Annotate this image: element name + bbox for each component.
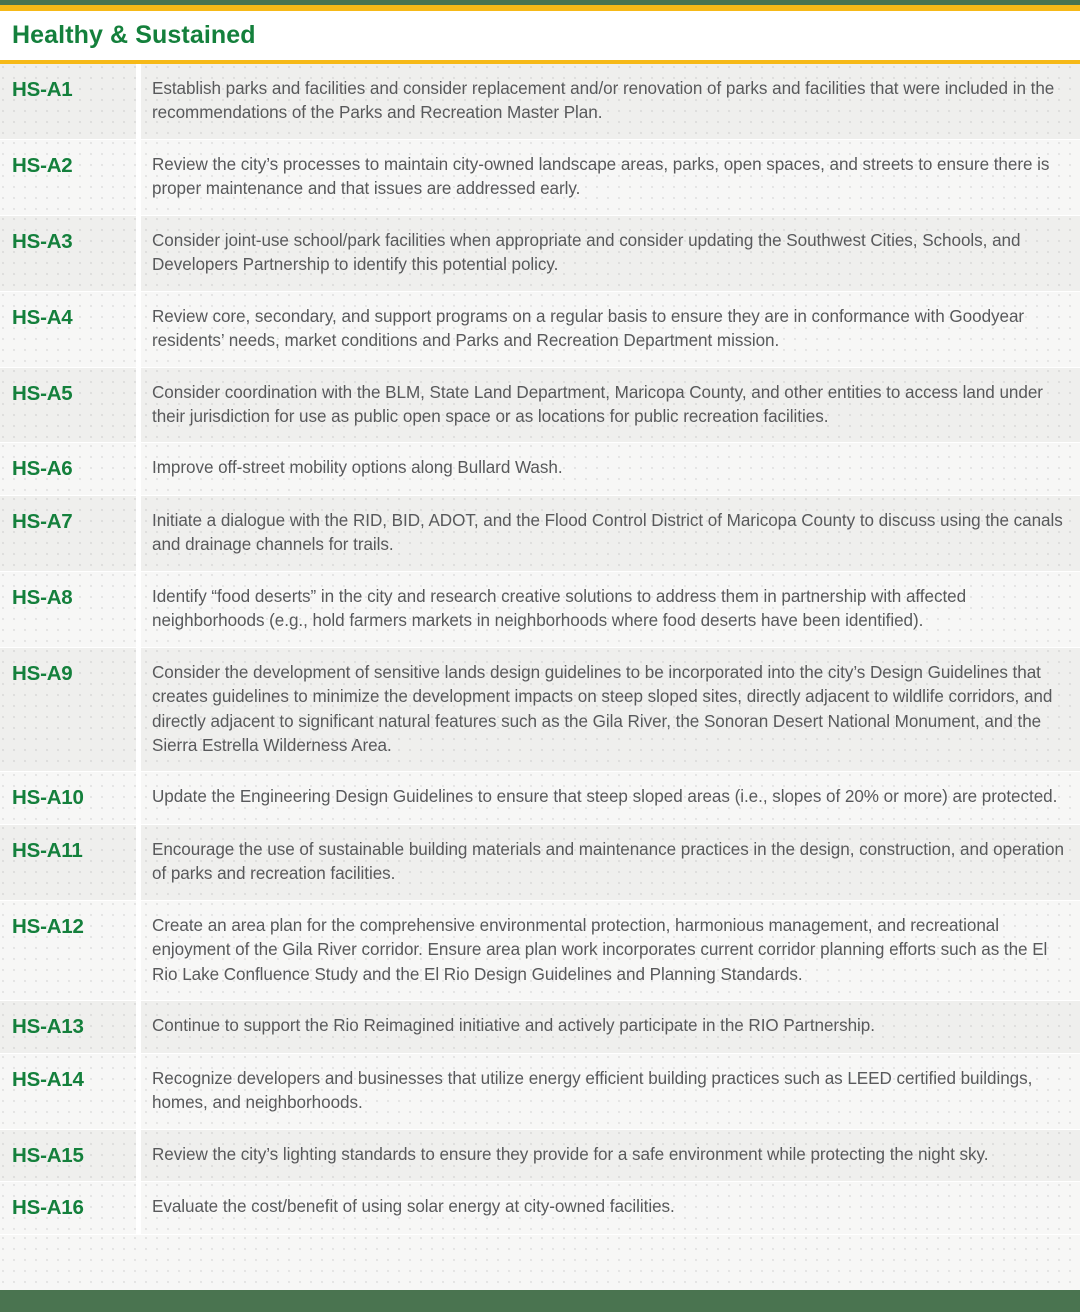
policy-description-text: Review core, secondary, and support programs on a regular basis to ensure they are in conformance with Goodyear residents’ needs, market conditions and Parks and Recreation Department mission. — [152, 306, 1025, 351]
policy-code-label: HS-A2 — [12, 153, 73, 177]
policy-code-cell — [0, 901, 136, 1000]
policy-code-cell — [0, 368, 136, 443]
policy-code-label: HS-A8 — [12, 585, 73, 609]
policy-code-label: HS-A4 — [12, 305, 73, 329]
table-row — [0, 572, 1080, 648]
policy-code-cell — [0, 1054, 136, 1129]
policy-code-cell — [0, 1182, 136, 1234]
policy-description-text: Consider the development of sensitive lands design guidelines to be incorporated into the city’s Design Guidelines that creates guidelines to minimize the development impacts on steep sloped sites, directly adjacent to wildlife corridors, and directly adjacent to significant natural features such as the Gila River, the Sonoran Desert National Monument, and the Sierra Estrella Wilderness Area. — [152, 662, 1053, 755]
policy-description-text: Update the Engineering Design Guidelines to ensure that steep sloped areas (i.e., slopes of 20% or more) are protected. — [152, 787, 1058, 807]
page-title: Healthy & Sustained — [12, 21, 256, 49]
table-row — [0, 368, 1080, 444]
policy-description-cell — [141, 1182, 1080, 1234]
policy-code-label: HS-A16 — [12, 1196, 84, 1220]
policy-table — [0, 64, 1080, 1290]
policy-code-label: HS-A9 — [12, 661, 73, 685]
policy-description-text: Evaluate the cost/benefit of using solar energy at city-owned facilities. — [152, 1197, 675, 1217]
policy-description-cell — [141, 443, 1080, 495]
table-row — [0, 1054, 1080, 1130]
policy-description-text: Improve off-street mobility options along Bullard Wash. — [152, 458, 563, 478]
policy-code-cell — [0, 572, 136, 647]
policy-code-label: HS-A15 — [12, 1143, 84, 1167]
policy-code-label: HS-A3 — [12, 229, 73, 253]
policy-code-label: HS-A13 — [12, 1015, 84, 1039]
policy-description-text: Review the city’s processes to maintain city-owned landscape areas, parks, open spaces, and streets to ensure there is proper maintenance and that issues are addressed early. — [152, 154, 1050, 199]
policy-description-text: Initiate a dialogue with the RID, BID, ADOT, and the Flood Control District of Maricopa County to discuss using the canals and drainage channels for trails. — [152, 510, 1063, 555]
policy-description-cell — [141, 140, 1080, 215]
policy-code-cell — [0, 825, 136, 900]
policy-code-cell — [0, 64, 136, 139]
policy-description-text: Review the city’s lighting standards to ensure they provide for a safe environment while protecting the night sky. — [152, 1144, 989, 1164]
policy-code-cell — [0, 1001, 136, 1053]
policy-code-cell — [0, 140, 136, 215]
policy-code-cell — [0, 292, 136, 367]
policy-description-text: Create an area plan for the comprehensive environmental protection, harmonious management, and recreational enjoyment of the Gila River corridor. Ensure area plan work incorporates current corridor planning efforts such as the El Rio Lake Confluence Study and the El Rio Design Guidelines and Planning Standards. — [152, 915, 1048, 984]
policy-description-text: Encourage the use of sustainable building materials and maintenance practices in the design, construction, and operation of parks and recreation facilities. — [152, 840, 1064, 884]
policy-description-cell — [141, 496, 1080, 571]
policy-description-text: Consider joint-use school/park facilities when appropriate and consider updating the Southwest Cities, Schools, and Developers Partnership to identify this potential policy. — [152, 230, 1021, 275]
policy-description-cell — [141, 216, 1080, 291]
policy-code-label: HS-A12 — [12, 914, 84, 938]
policy-code-cell — [0, 1130, 136, 1182]
policy-description-cell — [141, 572, 1080, 647]
policy-description-text: Continue to support the Rio Reimagined initiative and actively participate in the RIO Partnership. — [152, 1016, 875, 1036]
table-row — [0, 901, 1080, 1001]
policy-description-cell — [141, 64, 1080, 139]
table-row — [0, 292, 1080, 368]
table-row — [0, 1182, 1080, 1235]
policy-description-cell — [141, 368, 1080, 443]
policy-description-text: Identify “food deserts” in the city and research creative solutions to address them in partnership with affected neighborhoods (e.g., hold farmers markets in neighborhoods where food deserts have been identified). — [152, 586, 967, 631]
policy-description-cell — [141, 292, 1080, 367]
policy-code-label: HS-A10 — [12, 786, 84, 810]
policy-description-text: Establish parks and facilities and consider replacement and/or renovation of parks and facilities that were included in the recommendations of the Parks and Recreation Master Plan. — [152, 79, 1055, 123]
policy-description-cell — [141, 1054, 1080, 1129]
table-row — [0, 64, 1080, 140]
table-row — [0, 496, 1080, 572]
policy-description-cell — [141, 825, 1080, 900]
policy-code-label: HS-A14 — [12, 1067, 84, 1091]
policy-code-label: HS-A11 — [12, 839, 83, 862]
policy-code-cell — [0, 443, 136, 495]
table-row — [0, 216, 1080, 292]
footer-bar — [0, 1290, 1080, 1312]
policy-code-label: HS-A7 — [12, 509, 73, 533]
table-bottom-spacer — [0, 1235, 1080, 1290]
policy-code-cell — [0, 496, 136, 571]
section-title-band — [0, 11, 1080, 60]
policy-code-label: HS-A5 — [12, 381, 73, 405]
table-row — [0, 1130, 1080, 1183]
table-row — [0, 443, 1080, 496]
table-row — [0, 825, 1080, 901]
policy-description-cell — [141, 1130, 1080, 1182]
policy-description-text: Consider coordination with the BLM, State Land Department, Maricopa County, and other entities to access land under their jurisdiction for use as public open space or as locations for public recreation facilities. — [152, 382, 1043, 426]
policy-code-label: HS-A1 — [12, 78, 73, 101]
policy-code-cell — [0, 216, 136, 291]
table-row — [0, 140, 1080, 216]
table-row — [0, 772, 1080, 825]
table-row — [0, 1001, 1080, 1054]
policy-description-cell — [141, 772, 1080, 824]
policy-code-label: HS-A6 — [12, 457, 73, 481]
policy-description-cell — [141, 901, 1080, 1000]
policy-description-cell — [141, 1001, 1080, 1053]
table-row — [0, 648, 1080, 773]
policy-code-cell — [0, 772, 136, 824]
policy-code-cell — [0, 648, 136, 772]
policy-description-text: Recognize developers and businesses that utilize energy efficient building practices such as LEED certified buildings, homes, and neighborhoods. — [152, 1068, 1033, 1113]
policy-description-cell — [141, 648, 1080, 772]
